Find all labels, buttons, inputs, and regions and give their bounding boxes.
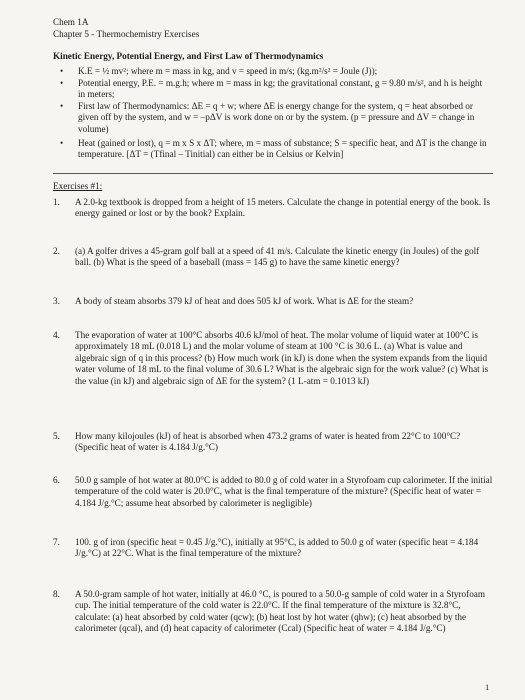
bullet-dot: •	[60, 101, 64, 111]
exercise-number: 2.	[53, 246, 60, 256]
exercise-text: A 50.0-gram sample of hot water, initially at 46.0 °C, is poured to a 50.0-g sample of cold water in a Styrofoam cup. The initial temperature of the cold water is 22.0°C. If the final temperature of the mixture is 32.8°C, calculate: (a) heat absorbed by cold water (qcw); (b) heat lost by hot water (qhw); (c) heat absorbed by the calorimeter (qcal), and (d) heat capacity of calorimeter (Ccal) (Specific heat of water = 4.184 J/g.°C)	[75, 589, 486, 634]
exercise-text: 100. g of iron (specific heat = 0.45 J/g.°C), initially at 95°C, is added to 50.0 g of water (specific heat = 4.184 J/g.°C) at 22°C. What is the final temperature of the mixture?	[75, 537, 479, 559]
exercise-number: 4.	[53, 330, 60, 340]
bullet-heat	[60, 138, 490, 161]
divider	[53, 173, 493, 174]
exercise-number: 1.	[53, 197, 60, 207]
exercise-item	[53, 589, 493, 635]
page-number: 1	[485, 682, 490, 692]
bullet-dot: •	[60, 138, 64, 148]
bullet-text: Heat (gained or lost), q = m x S x ΔT; where, m = mass of substance; S = specific heat, and ΔT is the change in temperature. [ΔT = (Tfinal – Tinitial) can either be in Celsius or Kelvin]	[78, 138, 487, 160]
exercise-text: How many kilojoules (kJ) of heat is absorbed when 473.2 grams of water is heated from 22°C to 100°C? (Specific heat of water is 4.184 J/g.°C)	[75, 431, 461, 453]
exercise-item	[53, 246, 493, 269]
exercise-text: A body of steam absorbs 379 kJ of heat and does 505 kJ of work. What is ΔE for the steam?	[75, 296, 414, 306]
exercise-item	[53, 537, 493, 560]
exercise-item	[53, 197, 493, 220]
bullet-text: Potential energy, P.E. = m.g.h; where m = mass in kg; the gravitational constant, g = 9.80 m/s², and h is height in meters;	[78, 78, 483, 100]
bullet-text: First law of Thermodynamics: ΔE = q + w; where ΔE is energy change for the system, q = heat absorbed or given off by the system, and w = –pΔV is work done on or by the system. (p = pressure and ΔV = change in volume)	[78, 101, 475, 134]
exercise-item	[53, 296, 493, 307]
exercise-number: 8.	[53, 589, 60, 599]
section-title: Kinetic Energy, Potential Energy, and First Law of Thermodynamics	[53, 51, 324, 61]
exercise-item	[53, 431, 493, 454]
exercise-text: (a) A golfer drives a 45-gram golf ball at a speed of 41 m/s. Calculate the kinetic energy (in Joules) of the golf ball. (b) What is the speed of a baseball (mass = 145 g) to have the same kinetic energy?	[75, 246, 480, 268]
bullet-dot: •	[60, 66, 64, 76]
course-title: Chem 1A	[53, 17, 89, 27]
exercise-item	[53, 475, 493, 509]
bullet-text: K.E = ½ mv²; where m = mass in kg, and v = speed in m/s; (kg.m²/s² = Joule (J));	[78, 66, 378, 76]
bullet-dot: •	[60, 78, 64, 88]
exercise-number: 3.	[53, 296, 60, 306]
exercise-text: A 2.0-kg textbook is dropped from a height of 15 meters. Calculate the change in potential energy of the book. Is energy gained or lost or by the book? Explain.	[75, 197, 490, 219]
bullet-kinetic-energy	[60, 66, 490, 77]
exercises-title: Exercises #1:	[53, 181, 103, 191]
exercise-number: 5.	[53, 431, 60, 441]
bullet-potential-energy	[60, 78, 490, 101]
bullet-first-law	[60, 101, 490, 135]
chapter-title: Chapter 5 - Thermochemistry Exercises	[53, 29, 200, 39]
exercise-number: 6.	[53, 475, 60, 485]
exercise-text: 50.0 g sample of hot water at 80.0°C is added to 80.0 g of cold water in a Styrofoam cup calorimeter. If the initial temperature of the cold water is 20.0°C, what is the final temperature of the mixture? (Specific heat of water = 4.184 J/g.°C; assume heat absorbed by calorimeter is negligible)	[75, 475, 493, 508]
exercise-number: 7.	[53, 537, 60, 547]
exercise-text: The evaporation of water at 100°C absorbs 40.6 kJ/mol of heat. The molar volume of liquid water at 100°C is approximately 18 mL (0.018 L) and the molar volume of steam at 100 °C is 30.6 L. (a) What is value and algebraic sign of q in this process? (b) How much work (in kJ) is done when the system expands from the liquid water volume of 18 mL to the final volume of 30.6 L? What is the algebraic sign for the work value? (c) What is the value (in kJ) and algebraic sign of ΔE for the system? (1 L-atm = 0.1013 kJ)	[75, 330, 489, 386]
exercise-item	[53, 330, 493, 387]
